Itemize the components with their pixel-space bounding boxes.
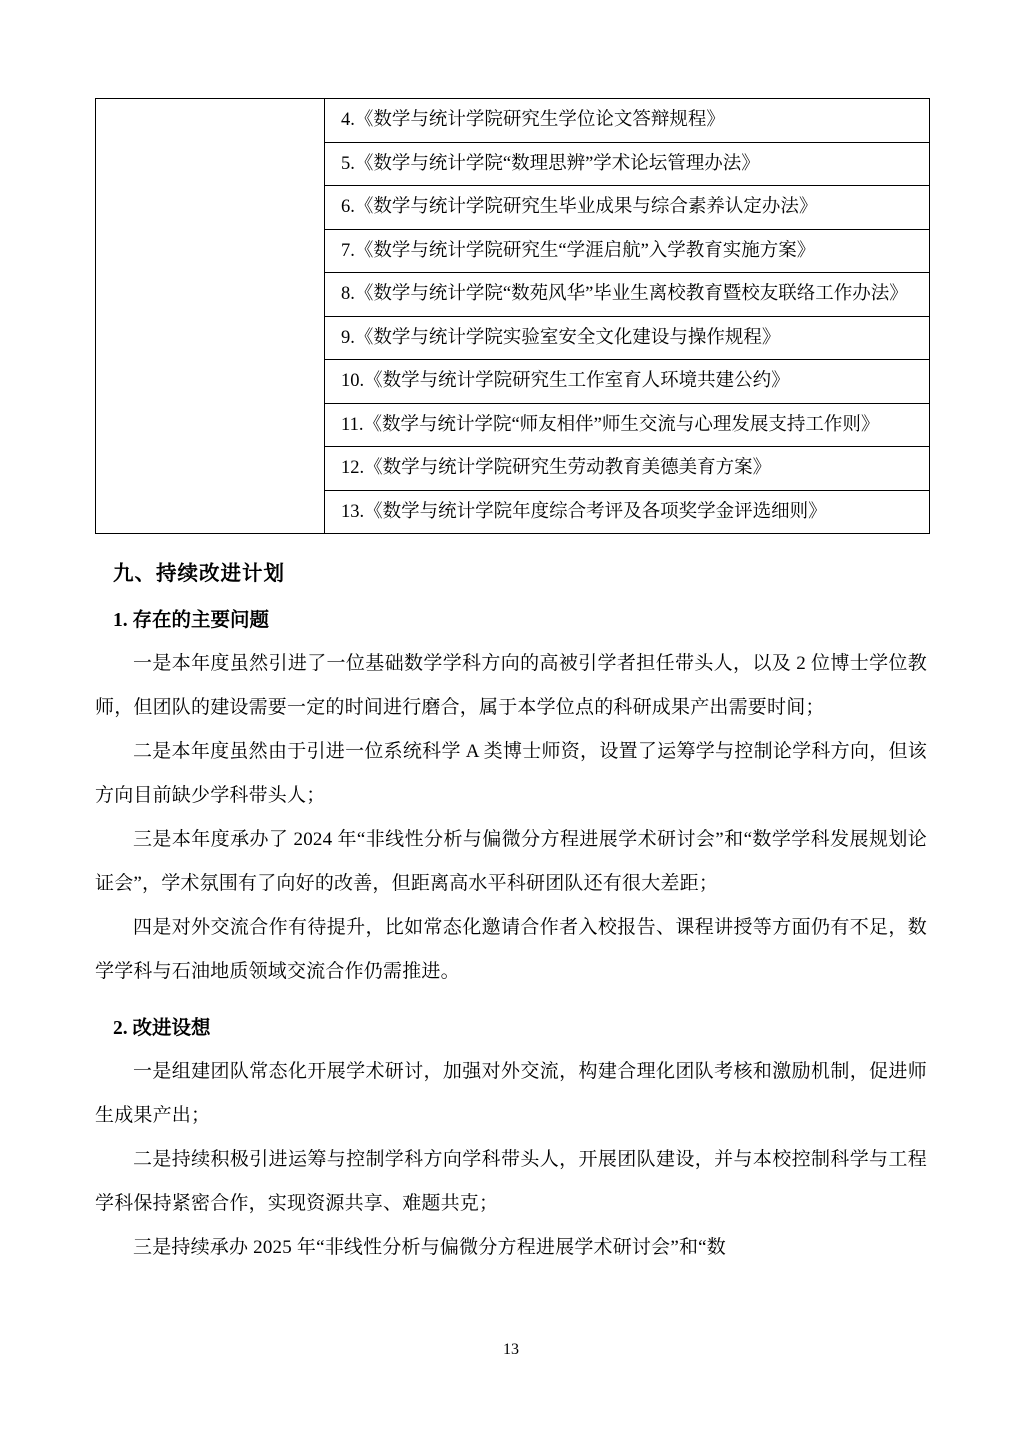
table-row: 13.《数学与统计学院年度综合考评及各项奖学金评选细则》 bbox=[341, 501, 827, 522]
paragraph: 二是本年度虽然由于引进一位系统科学 A 类博士师资，设置了运筹学与控制论学科方向，但该方向目前缺少学科带头人； bbox=[95, 741, 927, 806]
paragraph: 一是组建团队常态化开展学术研讨，加强对外交流，构建合理化团队考核和激励机制，促进师生成果产出； bbox=[95, 1061, 927, 1126]
table-row: 7.《数学与统计学院研究生“学涯启航”入学教育实施方案》 bbox=[325, 230, 929, 274]
page-number: 13 bbox=[503, 1341, 519, 1358]
page-content bbox=[95, 98, 927, 1270]
paragraph: 二是持续积极引进运筹与控制学科方向学科带头人，开展团队建设，并与本校控制科学与工程学科保持紧密合作，实现资源共享、难题共克； bbox=[95, 1149, 927, 1214]
table-row: 12.《数学与统计学院研究生劳动教育美德美育方案》 bbox=[325, 447, 929, 491]
sub-heading-improvements: 2. 改进设想 bbox=[113, 1018, 211, 1039]
paragraph: 一是本年度虽然引进了一位基础数学学科方向的高被引学者担任带头人，以及 2 位博士学位教师，但团队的建设需要一定的时间进行磨合，属于本学位点的科研成果产出需要时间； bbox=[95, 653, 927, 718]
paragraph: 三是持续承办 2025 年“非线性分析与偏微分方程进展学术研讨会”和“数 bbox=[133, 1237, 727, 1258]
sub-heading-problems: 1. 存在的主要问题 bbox=[113, 610, 270, 631]
regulations-table bbox=[95, 98, 930, 534]
table-items-cell bbox=[325, 99, 930, 534]
table-row: 8.《数学与统计学院“数苑风华”毕业生离校教育暨校友联络工作办法》 bbox=[325, 273, 929, 317]
table-row: 4.《数学与统计学院研究生学位论文答辩规程》 bbox=[325, 99, 929, 143]
table-row: 11.《数学与统计学院“师友相伴”师生交流与心理发展支持工作则》 bbox=[325, 404, 929, 448]
table-label-cell bbox=[96, 99, 325, 534]
paragraph: 四是对外交流合作有待提升，比如常态化邀请合作者入校报告、课程讲授等方面仍有不足，数学学科与石油地质领域交流合作仍需推进。 bbox=[95, 917, 927, 982]
table-row: 5.《数学与统计学院“数理思辨”学术论坛管理办法》 bbox=[325, 143, 929, 187]
table-row: 6.《数学与统计学院研究生毕业成果与综合素养认定办法》 bbox=[325, 186, 929, 230]
table-row: 10.《数学与统计学院研究生工作室育人环境共建公约》 bbox=[325, 360, 929, 404]
paragraph: 三是本年度承办了 2024 年“非线性分析与偏微分方程进展学术研讨会”和“数学学科发展规划论证会”，学术氛围有了向好的改善，但距离高水平科研团队还有很大差距； bbox=[95, 829, 927, 894]
table-row: 9.《数学与统计学院实验室安全文化建设与操作规程》 bbox=[325, 317, 929, 361]
section-heading: 九、持续改进计划 bbox=[113, 562, 285, 585]
